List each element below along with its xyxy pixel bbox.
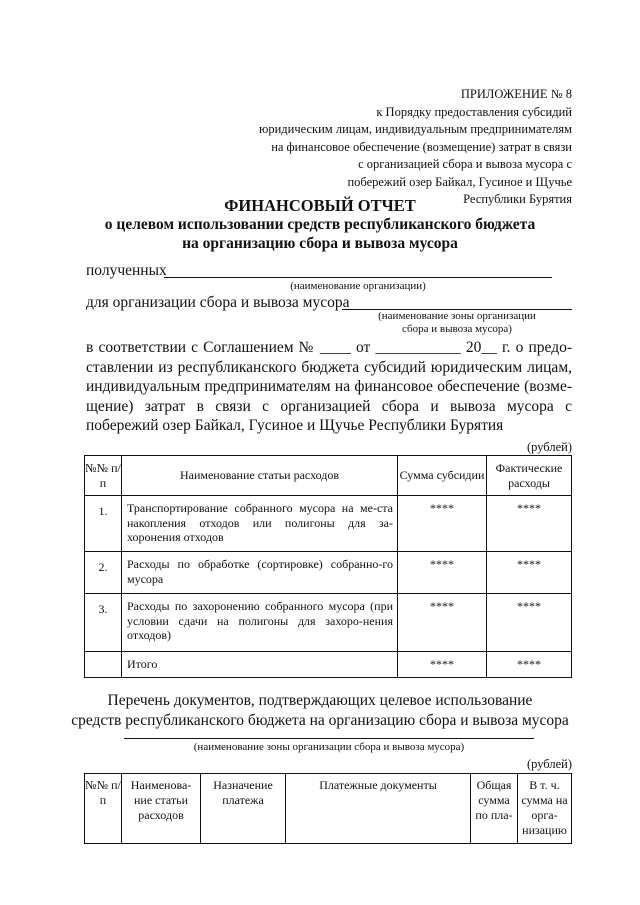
- row-subsidy-value[interactable]: ****: [398, 594, 487, 652]
- table-row: [85, 496, 572, 552]
- row-expense-name: Расходы по захоронению собранного мусора (при условии сдачи на полигоны для захоро-нения отходов): [122, 594, 398, 652]
- total-subsidy-value[interactable]: ****: [398, 652, 487, 678]
- documents-title-line-1: Перечень документов, подтверждающих целевое использование: [107, 692, 533, 709]
- row-expense-name: Транспортирование собранного мусора на ме-ста накопления отходов или полигоны для за-хоронения отходов: [122, 496, 398, 552]
- appendix-line: ПРИЛОЖЕНИЕ № 8: [460, 87, 572, 101]
- header-num: №№ п/п: [85, 456, 122, 496]
- organization-fill-line[interactable]: [164, 277, 552, 278]
- header-expense-item: Наименование статьи расходов: [122, 456, 398, 496]
- financial-report-table: [84, 455, 572, 678]
- payment-documents-table: [84, 773, 572, 844]
- header-num: №№ п/п: [85, 774, 122, 844]
- header-actual: Фактические расходы: [487, 456, 572, 496]
- row-actual-value[interactable]: ****: [487, 552, 572, 594]
- row-num: 3.: [85, 594, 122, 652]
- agreement-paragraph: в соответствии с Соглашением № ____ от ___________ 20__ г. о предо-ставлении из республиканского бюджета субсидий юридическим лицам, индивидуальным предпринимателям на финансовое обеспечение (возме-щение) затрат в связи с организацией сбора и вывоза мусора с побережий озер Байкал, Гусиное и Щучье Республики Бурятия: [86, 339, 572, 434]
- report-subtitle: о целевом использовании средств республиканского бюджета: [104, 216, 536, 233]
- table-header-row: [85, 774, 572, 844]
- received-label: полученных: [86, 262, 167, 279]
- purpose-label: для организации сбора и вывоза мусора: [86, 294, 350, 311]
- header-subsidy: Сумма субсидии: [398, 456, 487, 496]
- row-actual-value[interactable]: ****: [487, 496, 572, 552]
- header-total-sum: Общая сумма по пла-: [471, 774, 518, 844]
- header-expense-item: Наименова-ние статьи расходов: [122, 774, 201, 844]
- zone-note-section2: (наименование зоны организации сбора и вывоза мусора): [193, 741, 465, 753]
- row-num: 2.: [85, 552, 122, 594]
- table-row: [85, 594, 572, 652]
- appendix-line: на финансовое обеспечение (возмещение) затрат в связи: [271, 139, 572, 154]
- row-subsidy-value[interactable]: ****: [398, 552, 487, 594]
- appendix-line: юридическим лицам, индивидуальным предпринимателям: [259, 122, 572, 136]
- appendix-line: к Порядку предоставления субсидий: [376, 104, 572, 119]
- currency-note-2: (рублей): [526, 757, 572, 771]
- table-row: [85, 552, 572, 594]
- table-header-row: [85, 456, 572, 496]
- header-org-share: В т. ч. сумма на орга-низацию: [518, 774, 572, 844]
- row-subsidy-value[interactable]: ****: [398, 496, 487, 552]
- appendix-line: побережий озер Байкал, Гусиное и Щучье: [347, 174, 572, 189]
- appendix-header: [259, 86, 572, 209]
- report-title: ФИНАНСОВЫЙ ОТЧЕТ: [224, 196, 416, 215]
- row-expense-name: Расходы по обработке (сортировке) собранно-го мусора: [122, 552, 398, 594]
- appendix-line: с организацией сбора и вывоза мусора с: [358, 157, 572, 171]
- organization-note: (наименование организации): [290, 280, 426, 292]
- row-actual-value[interactable]: ****: [487, 594, 572, 652]
- documents-title-line-2: средств республиканского бюджета на организацию сбора и вывоза мусора: [71, 711, 569, 729]
- header-payment-docs: Платежные документы: [286, 774, 471, 844]
- header-payment-purpose: Назначение платежа: [201, 774, 286, 844]
- zone-note-1: (наименование зоны организации: [378, 310, 536, 322]
- row-total-label: Итого: [122, 652, 398, 678]
- appendix-line: Республики Бурятия: [463, 192, 572, 206]
- documents-list-title: [0, 691, 640, 730]
- report-subtitle-2: на организацию сбора и вывоза мусора: [182, 235, 458, 252]
- table-total-row: [85, 652, 572, 678]
- row-num: 1.: [85, 496, 122, 552]
- row-num: [85, 652, 122, 678]
- zone-fill-line-2[interactable]: [124, 738, 534, 739]
- total-actual-value[interactable]: ****: [487, 652, 572, 678]
- zone-note-2: сбора и вывоза мусора): [402, 323, 512, 335]
- currency-note: (рублей): [526, 440, 572, 454]
